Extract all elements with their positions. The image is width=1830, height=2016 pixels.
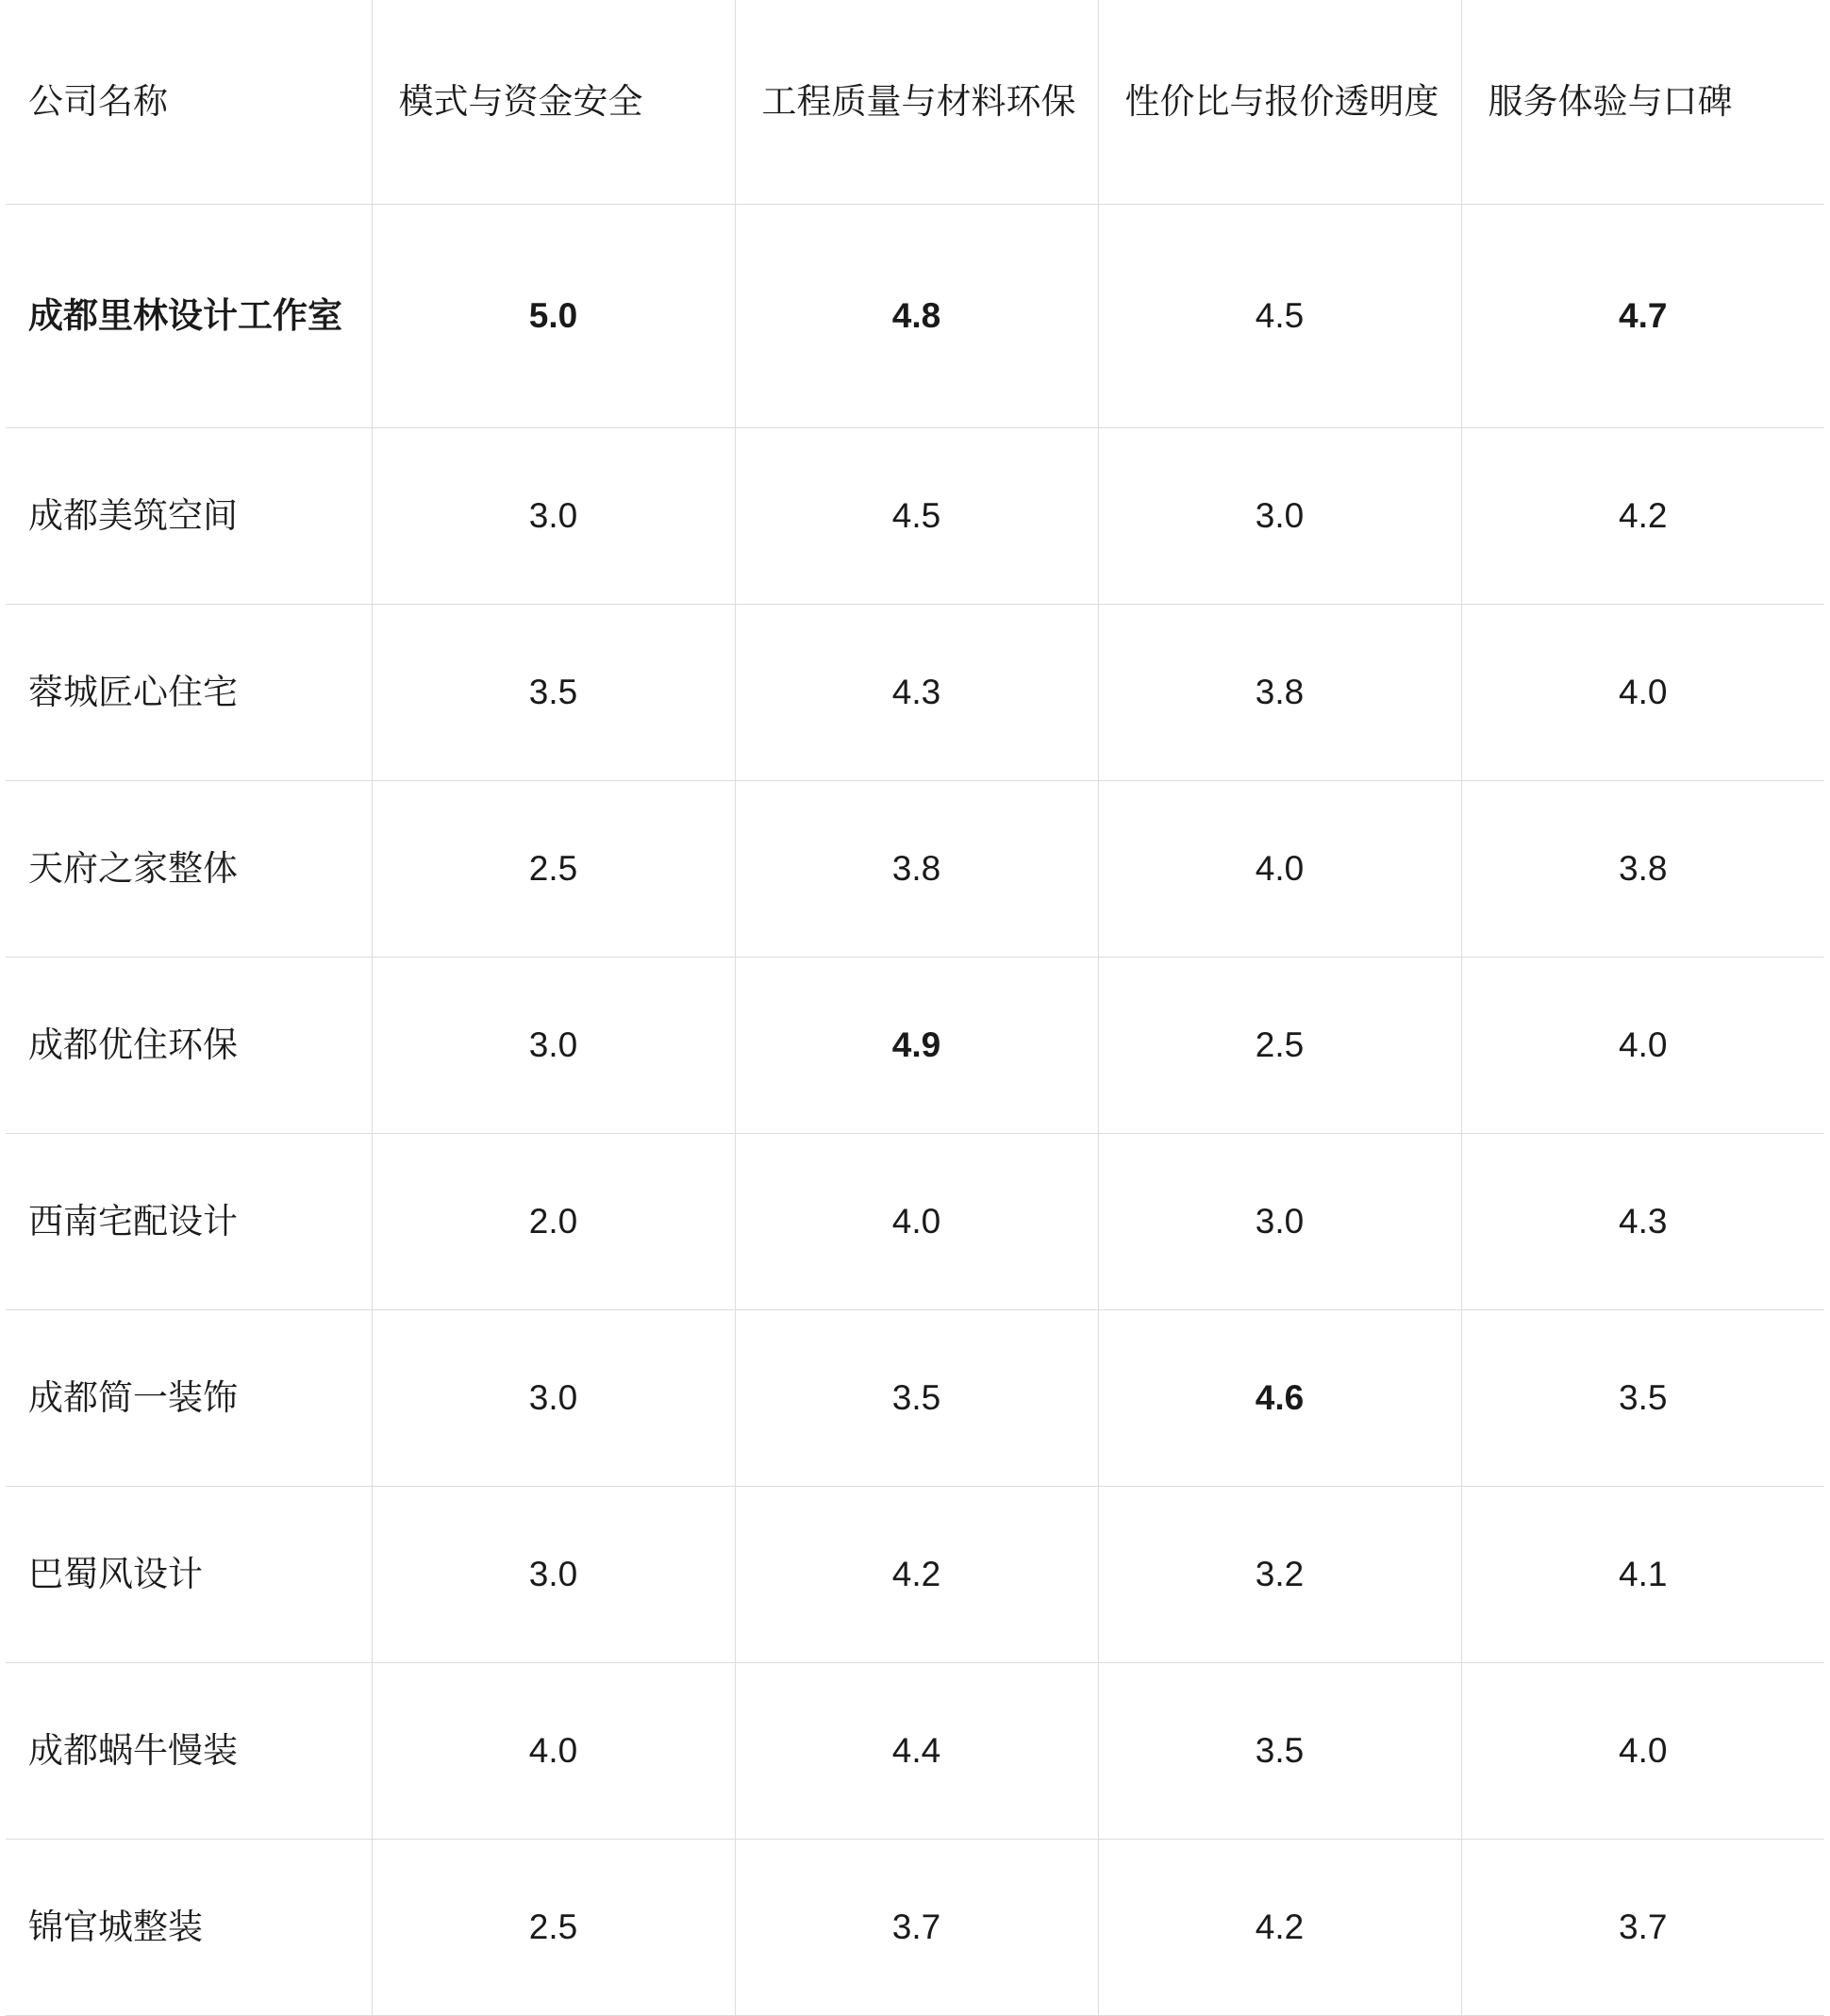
- score-cell: [1098, 205, 1461, 428]
- column-header-service-reputation: [1461, 0, 1824, 205]
- company-name-cell: [6, 428, 372, 605]
- score-cell: [1461, 1134, 1824, 1310]
- score-cell: [1461, 205, 1824, 428]
- score-value: 4.5: [1255, 295, 1305, 335]
- column-header-value-transparency-label: 性价比与报价透明度: [1124, 82, 1439, 122]
- score-value: 5.0: [528, 295, 578, 335]
- score-cell: [1461, 1487, 1824, 1663]
- table-row: [6, 605, 1824, 781]
- company-name-label: 成都里林设计工作室: [28, 295, 342, 335]
- column-header-model-safety: [372, 0, 735, 205]
- score-value: 3.5: [1255, 1730, 1305, 1770]
- company-name-cell: [6, 1840, 372, 2016]
- column-header-service-reputation-label: 服务体验与口碑: [1488, 82, 1733, 122]
- company-name-label: 成都优住环保: [28, 1025, 238, 1064]
- table-row: [6, 1310, 1824, 1487]
- score-cell: [1098, 781, 1461, 958]
- score-value: 3.0: [1255, 495, 1305, 535]
- table-header-row: [6, 0, 1824, 205]
- company-name-cell: [6, 1487, 372, 1663]
- company-rating-table: [6, 0, 1824, 2016]
- score-value: 4.1: [1619, 1554, 1668, 1593]
- company-name-label: 成都简一装饰: [28, 1377, 238, 1417]
- table-row: [6, 1134, 1824, 1310]
- score-value: 2.5: [1255, 1025, 1305, 1064]
- company-name-cell: [6, 1134, 372, 1310]
- score-cell: [372, 428, 735, 605]
- score-value: 4.2: [1619, 495, 1668, 535]
- company-name-label: 成都美筑空间: [28, 495, 238, 535]
- company-name-cell: [6, 958, 372, 1134]
- score-cell: [1098, 1487, 1461, 1663]
- company-name-label: 巴蜀风设计: [28, 1554, 203, 1593]
- score-value: 3.0: [528, 1377, 578, 1417]
- company-name-label: 西南宅配设计: [28, 1201, 238, 1241]
- score-value: 4.8: [891, 295, 941, 335]
- company-name-cell: [6, 781, 372, 958]
- column-header-model-safety-label: 模式与资金安全: [398, 82, 643, 122]
- score-value: 4.2: [1255, 1907, 1305, 1946]
- score-cell: [1461, 605, 1824, 781]
- score-value: 3.5: [1619, 1377, 1668, 1417]
- score-value: 3.8: [1255, 672, 1305, 711]
- score-cell: [1461, 958, 1824, 1134]
- column-header-company: [6, 0, 372, 205]
- score-value: 4.0: [1619, 1730, 1668, 1770]
- score-cell: [1461, 781, 1824, 958]
- table-row: [6, 1487, 1824, 1663]
- company-name-label: 蓉城匠心住宅: [28, 672, 238, 711]
- score-cell: [1461, 1310, 1824, 1487]
- score-value: 2.5: [528, 848, 578, 888]
- table-row: [6, 205, 1824, 428]
- company-name-cell: [6, 1663, 372, 1840]
- score-value: 4.6: [1255, 1377, 1305, 1417]
- score-value: 4.0: [1619, 1025, 1668, 1064]
- score-value: 4.9: [891, 1025, 941, 1064]
- score-cell: [1098, 605, 1461, 781]
- score-cell: [372, 605, 735, 781]
- score-cell: [735, 1840, 1098, 2016]
- score-cell: [1461, 1840, 1824, 2016]
- column-header-quality-material-label: 工程质量与材料环保: [761, 82, 1076, 122]
- score-value: 4.4: [891, 1730, 941, 1770]
- company-name-cell: [6, 205, 372, 428]
- score-value: 4.0: [1619, 672, 1668, 711]
- score-cell: [1098, 1840, 1461, 2016]
- score-cell: [735, 781, 1098, 958]
- score-value: 3.7: [891, 1907, 941, 1946]
- score-cell: [372, 1310, 735, 1487]
- score-cell: [372, 781, 735, 958]
- score-cell: [372, 1134, 735, 1310]
- company-name-cell: [6, 1310, 372, 1487]
- score-value: 2.5: [528, 1907, 578, 1946]
- score-value: 3.5: [528, 672, 578, 711]
- score-cell: [1098, 1663, 1461, 1840]
- score-value: 4.0: [528, 1730, 578, 1770]
- score-value: 3.2: [1255, 1554, 1305, 1593]
- score-value: 3.7: [1619, 1907, 1668, 1946]
- score-value: 3.0: [528, 1554, 578, 1593]
- score-cell: [372, 1840, 735, 2016]
- score-value: 4.2: [891, 1554, 941, 1593]
- score-cell: [372, 958, 735, 1134]
- score-value: 4.7: [1619, 295, 1668, 335]
- score-cell: [1461, 428, 1824, 605]
- score-cell: [1098, 428, 1461, 605]
- score-cell: [735, 428, 1098, 605]
- score-cell: [372, 1487, 735, 1663]
- score-value: 4.3: [891, 672, 941, 711]
- column-header-value-transparency: [1098, 0, 1461, 205]
- table-row: [6, 1840, 1824, 2016]
- score-cell: [735, 1310, 1098, 1487]
- table-row: [6, 428, 1824, 605]
- score-cell: [735, 1663, 1098, 1840]
- score-value: 3.0: [528, 495, 578, 535]
- score-value: 2.0: [528, 1201, 578, 1241]
- score-cell: [735, 205, 1098, 428]
- score-cell: [735, 958, 1098, 1134]
- score-cell: [735, 605, 1098, 781]
- score-cell: [372, 205, 735, 428]
- score-cell: [1461, 1663, 1824, 1840]
- table-header: [6, 0, 1824, 205]
- company-name-label: 天府之家整体: [28, 848, 238, 888]
- score-cell: [1098, 1310, 1461, 1487]
- score-cell: [372, 1663, 735, 1840]
- score-value: 3.0: [528, 1025, 578, 1064]
- score-cell: [735, 1134, 1098, 1310]
- score-cell: [1098, 958, 1461, 1134]
- company-name-label: 锦官城整装: [28, 1907, 203, 1946]
- score-cell: [1098, 1134, 1461, 1310]
- table-row: [6, 1663, 1824, 1840]
- score-value: 4.0: [891, 1201, 941, 1241]
- score-cell: [735, 1487, 1098, 1663]
- score-value: 3.8: [1619, 848, 1668, 888]
- company-name-label: 成都蜗牛慢装: [28, 1730, 238, 1770]
- score-value: 4.5: [891, 495, 941, 535]
- score-value: 3.5: [891, 1377, 941, 1417]
- table-row: [6, 958, 1824, 1134]
- score-value: 4.3: [1619, 1201, 1668, 1241]
- column-header-company-label: 公司名称: [28, 82, 168, 122]
- company-name-cell: [6, 605, 372, 781]
- column-header-quality-material: [735, 0, 1098, 205]
- score-value: 4.0: [1255, 848, 1305, 888]
- score-value: 3.0: [1255, 1201, 1305, 1241]
- score-value: 3.8: [891, 848, 941, 888]
- table-row: [6, 781, 1824, 958]
- table-body: [6, 205, 1824, 2016]
